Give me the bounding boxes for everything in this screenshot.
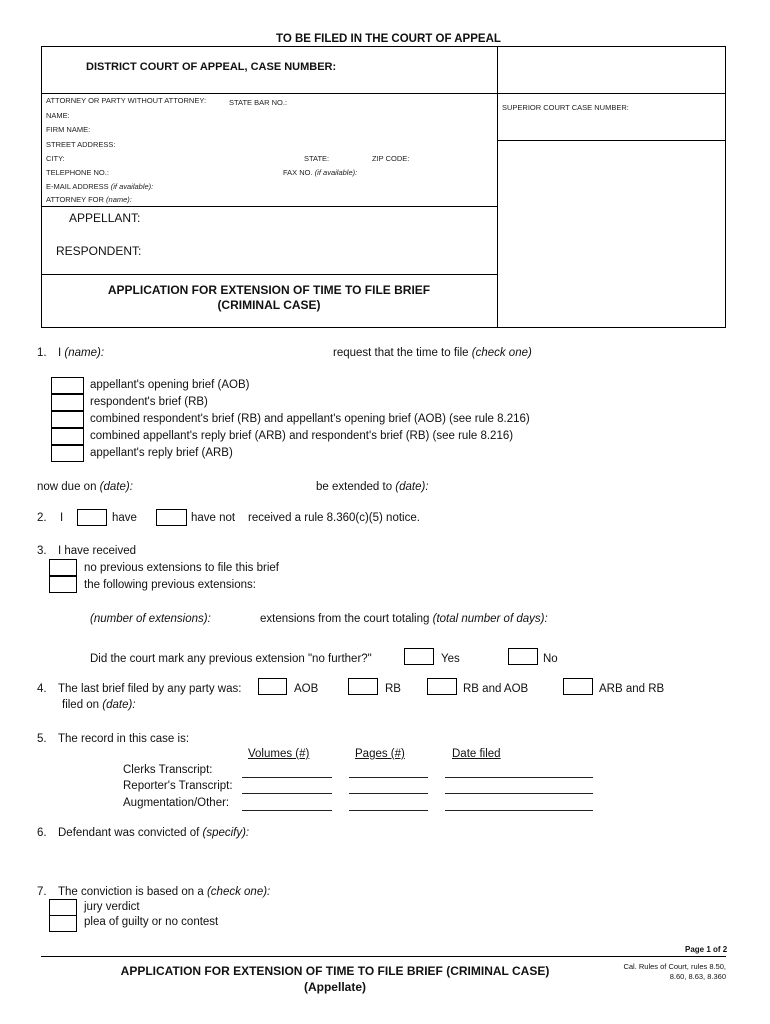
name-label: NAME:	[46, 111, 70, 120]
reporters-volumes-field[interactable]	[242, 793, 332, 794]
item6-number: 6.	[37, 827, 47, 839]
option-arb-label: appellant's reply brief (ARB)	[90, 447, 233, 459]
state-bar-label: STATE BAR NO.:	[229, 98, 288, 107]
have-label: have	[112, 512, 137, 524]
jury-verdict-label: jury verdict	[84, 901, 140, 913]
item1-number: 1.	[37, 347, 47, 359]
no-extensions-label: no previous extensions to file this brief	[84, 562, 279, 574]
item6-label: Defendant was convicted of (specify):	[58, 827, 250, 839]
form-title-line2: (CRIMINAL CASE)	[217, 298, 321, 312]
last-rb-aob-label: RB and AOB	[463, 683, 529, 695]
option-rb-label: respondent's brief (RB)	[90, 396, 208, 408]
footer-subtitle: (Appellate)	[303, 980, 366, 994]
reporters-date-field[interactable]	[445, 793, 593, 794]
checkbox-have-not[interactable]	[156, 509, 187, 526]
caption-divider	[497, 46, 498, 328]
now-due-label: now due on (date):	[37, 481, 133, 493]
option-rb-aob-label: combined respondent's brief (RB) and appellant's opening brief (AOB) (see rule 8.216)	[90, 413, 530, 425]
form-title-line1: APPLICATION FOR EXTENSION OF TIME TO FILE BRIEF	[107, 283, 431, 297]
plea-label: plea of guilty or no contest	[84, 916, 219, 928]
extensions-total-label: extensions from the court totaling (total number of days):	[260, 613, 548, 625]
have-not-label: have not	[191, 512, 236, 524]
checkbox-rb-aob[interactable]	[51, 411, 84, 428]
item1-request: request that the time to file (check one)	[333, 347, 532, 359]
rules-line2: 8.60, 8.63, 8.360	[669, 972, 726, 981]
firm-name-label: FIRM NAME:	[46, 125, 91, 134]
checkbox-previous-extensions[interactable]	[49, 576, 77, 593]
item5-label: The record in this case is:	[58, 733, 190, 745]
street-address-label: STREET ADDRESS:	[46, 140, 116, 149]
col-pages: Pages (#)	[355, 748, 405, 760]
no-label: No	[543, 653, 558, 665]
last-rb-label: RB	[385, 683, 401, 695]
reporters-transcript-label: Reporter's Transcript:	[123, 780, 233, 792]
augmentation-pages-field[interactable]	[349, 810, 428, 811]
footer-title: APPLICATION FOR EXTENSION OF TIME TO FILE BRIEF (CRIMINAL CASE)	[120, 964, 550, 978]
filed-in-header: TO BE FILED IN THE COURT OF APPEAL	[276, 33, 501, 45]
checkbox-no[interactable]	[508, 648, 538, 665]
checkbox-arb-rb[interactable]	[51, 428, 84, 445]
item7-label: The conviction is based on a (check one):	[58, 886, 271, 898]
caption-row-line	[41, 93, 726, 94]
zip-code-label: ZIP CODE:	[372, 154, 410, 163]
rules-line1: Cal. Rules of Court, rules 8.50,	[623, 962, 726, 971]
filed-on-label: filed on (date):	[62, 699, 136, 711]
checkbox-rb[interactable]	[51, 394, 84, 411]
footer-rule	[41, 956, 726, 957]
last-arb-rb-label: ARB and RB	[599, 683, 665, 695]
rules-citation	[600, 962, 726, 982]
state-label: STATE:	[304, 154, 330, 163]
augmentation-label: Augmentation/Other:	[123, 797, 230, 809]
attorney-label: ATTORNEY OR PARTY WITHOUT ATTORNEY:	[46, 96, 207, 105]
fax-label: FAX NO. (if available):	[283, 168, 358, 177]
last-aob-label: AOB	[294, 683, 319, 695]
checkbox-yes[interactable]	[404, 648, 434, 665]
augmentation-date-field[interactable]	[445, 810, 593, 811]
reporters-pages-field[interactable]	[349, 793, 428, 794]
augmentation-volumes-field[interactable]	[242, 810, 332, 811]
number-extensions-label: (number of extensions):	[90, 613, 211, 625]
footer-title-block	[100, 963, 570, 995]
checkbox-jury-verdict[interactable]	[49, 899, 77, 916]
item1-name-prompt: I (name):	[58, 347, 105, 359]
appellant-label: APPELLANT:	[69, 211, 141, 225]
item4-label: The last brief filed by any party was:	[58, 683, 242, 695]
page-number: Page 1 of 2	[685, 945, 728, 954]
clerks-date-field[interactable]	[445, 777, 593, 778]
clerks-volumes-field[interactable]	[242, 777, 332, 778]
checkbox-no-extensions[interactable]	[49, 559, 77, 576]
item5-number: 5.	[37, 733, 47, 745]
extended-to-label: be extended to (date):	[316, 481, 429, 493]
no-further-question: Did the court mark any previous extension "no further?"	[90, 653, 372, 665]
item2-i: I	[60, 512, 64, 524]
respondent-label: RESPONDENT:	[56, 244, 142, 258]
item3-label: I have received	[58, 545, 136, 557]
option-arb-rb-label: combined appellant's reply brief (ARB) and respondent's brief (RB) (see rule 8.216)	[90, 430, 514, 442]
form-title	[41, 283, 497, 313]
checkbox-have[interactable]	[77, 509, 107, 526]
checkbox-last-rb-aob[interactable]	[427, 678, 457, 695]
email-label: E-MAIL ADDRESS (if available):	[46, 182, 154, 191]
party-row-line	[41, 206, 497, 207]
checkbox-last-arb-rb[interactable]	[563, 678, 593, 695]
district-court-label: DISTRICT COURT OF APPEAL, CASE NUMBER:	[86, 61, 337, 73]
col-date-filed: Date filed	[452, 748, 501, 760]
superior-row-line	[497, 140, 726, 141]
clerks-pages-field[interactable]	[349, 777, 428, 778]
checkbox-plea[interactable]	[49, 915, 77, 932]
telephone-label: TELEPHONE NO.:	[46, 168, 109, 177]
clerks-transcript-label: Clerks Transcript:	[123, 764, 213, 776]
superior-court-case-label: SUPERIOR COURT CASE NUMBER:	[502, 103, 629, 112]
item4-number: 4.	[37, 683, 47, 695]
item2-number: 2.	[37, 512, 47, 524]
city-label: CITY:	[46, 154, 65, 163]
attorney-for-label: ATTORNEY FOR (name):	[46, 195, 132, 204]
col-volumes: Volumes (#)	[248, 748, 310, 760]
notice-label: received a rule 8.360(c)(5) notice.	[248, 512, 420, 524]
previous-extensions-label: the following previous extensions:	[84, 579, 256, 591]
title-row-line	[41, 274, 497, 275]
option-aob-label: appellant's opening brief (AOB)	[90, 379, 250, 391]
checkbox-arb[interactable]	[51, 445, 84, 462]
item7-number: 7.	[37, 886, 47, 898]
checkbox-aob[interactable]	[51, 377, 84, 394]
checkbox-last-aob[interactable]	[258, 678, 287, 695]
item3-number: 3.	[37, 545, 47, 557]
yes-label: Yes	[441, 653, 460, 665]
checkbox-last-rb[interactable]	[348, 678, 378, 695]
